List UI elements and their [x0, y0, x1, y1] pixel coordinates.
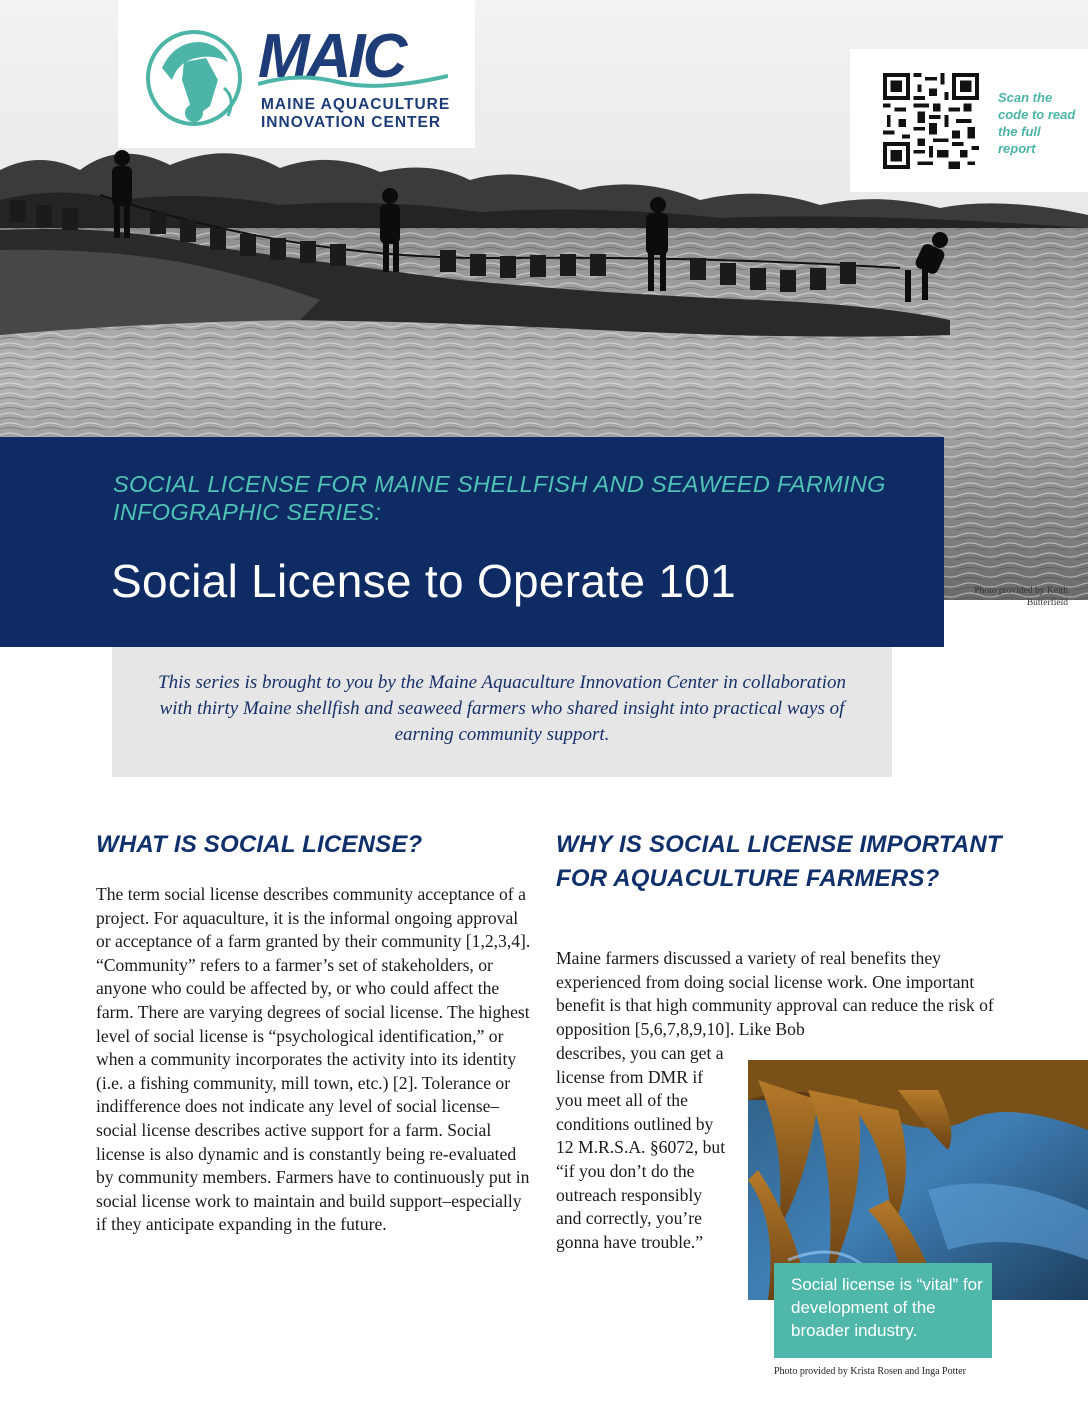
- left-column-body: The term social license describes community acceptance of a project. For aquaculture, it is the informal ongoing approval or acceptance of a farm granted by their community [1,2,3,4]. “Community” refers to a farmer’s set of stakeholders, or anyone who could be affected by, or who could affect the farm. There are varying degrees of social license. The highest level of social license is “psychological identification,” or when a community incorporates the activity into its identity (i.e. a fishing community, mill town, etc.) [2]. Tolerance or indifference does not indicate any level of social license–social license describes active support for a farm. Social license is also dynamic and is constantly being re-evaluated by community members. Farmers have to continuously put in social license work to maintain and build support–especially if they anticipate expanding in the future.: [96, 884, 531, 1235]
- right-column-body-wrap: describes, you can get a license from DMR if you meet all of the conditions outlined by 12 M.R.S.A. §6072, but “if you don’t do the outreach responsibly and correctly, you’re gonna have trouble.”: [556, 1043, 726, 1252]
- logo-line-1: MAINE AQUACULTURE: [261, 96, 451, 113]
- right-column-body-top: Maine farmers discussed a variety of real benefits they experienced from doing social license work. One important benefit is that high community approval can reduce the risk of opposition [5,6,7,8,9,10]. Like Bob: [556, 948, 994, 1039]
- right-column-heading: WHY IS SOCIAL LICENSE IMPORTANT FOR AQUACULTURE FARMERS?: [556, 831, 1002, 892]
- hero-photo-credit: Photo provided by Keith Butterfield: [974, 586, 1068, 608]
- logo-wordmark: MAIC: [258, 22, 405, 91]
- series-kicker: SOCIAL LICENSE FOR MAINE SHELLFISH AND SEAWEED FARMING INFOGRAPHIC SERIES:: [113, 471, 886, 525]
- pull-quote: Social license is “vital” for development of the broader industry.: [791, 1275, 983, 1340]
- maic-emblem-icon: [144, 28, 244, 130]
- intro-text: This series is brought to you by the Maine Aquaculture Innovation Center in collaboration with thirty Maine shellfish and seaweed farmers who shared insight into practical ways of earning community support.: [158, 672, 846, 745]
- left-column-heading: WHAT IS SOCIAL LICENSE?: [96, 831, 423, 858]
- wave-icon: [258, 66, 448, 92]
- qr-card: [850, 49, 1088, 192]
- page-title: Social License to Operate 101: [111, 555, 736, 607]
- qr-caption: Scan the code to read the full report: [998, 90, 1076, 156]
- title-band: [0, 437, 944, 647]
- logo-card: [118, 0, 475, 148]
- seaweed-photo-credit: Photo provided by Krista Rosen and Inga Potter: [774, 1366, 966, 1377]
- logo-line-2: INNOVATION CENTER: [261, 114, 442, 131]
- qr-code-icon[interactable]: [883, 73, 979, 169]
